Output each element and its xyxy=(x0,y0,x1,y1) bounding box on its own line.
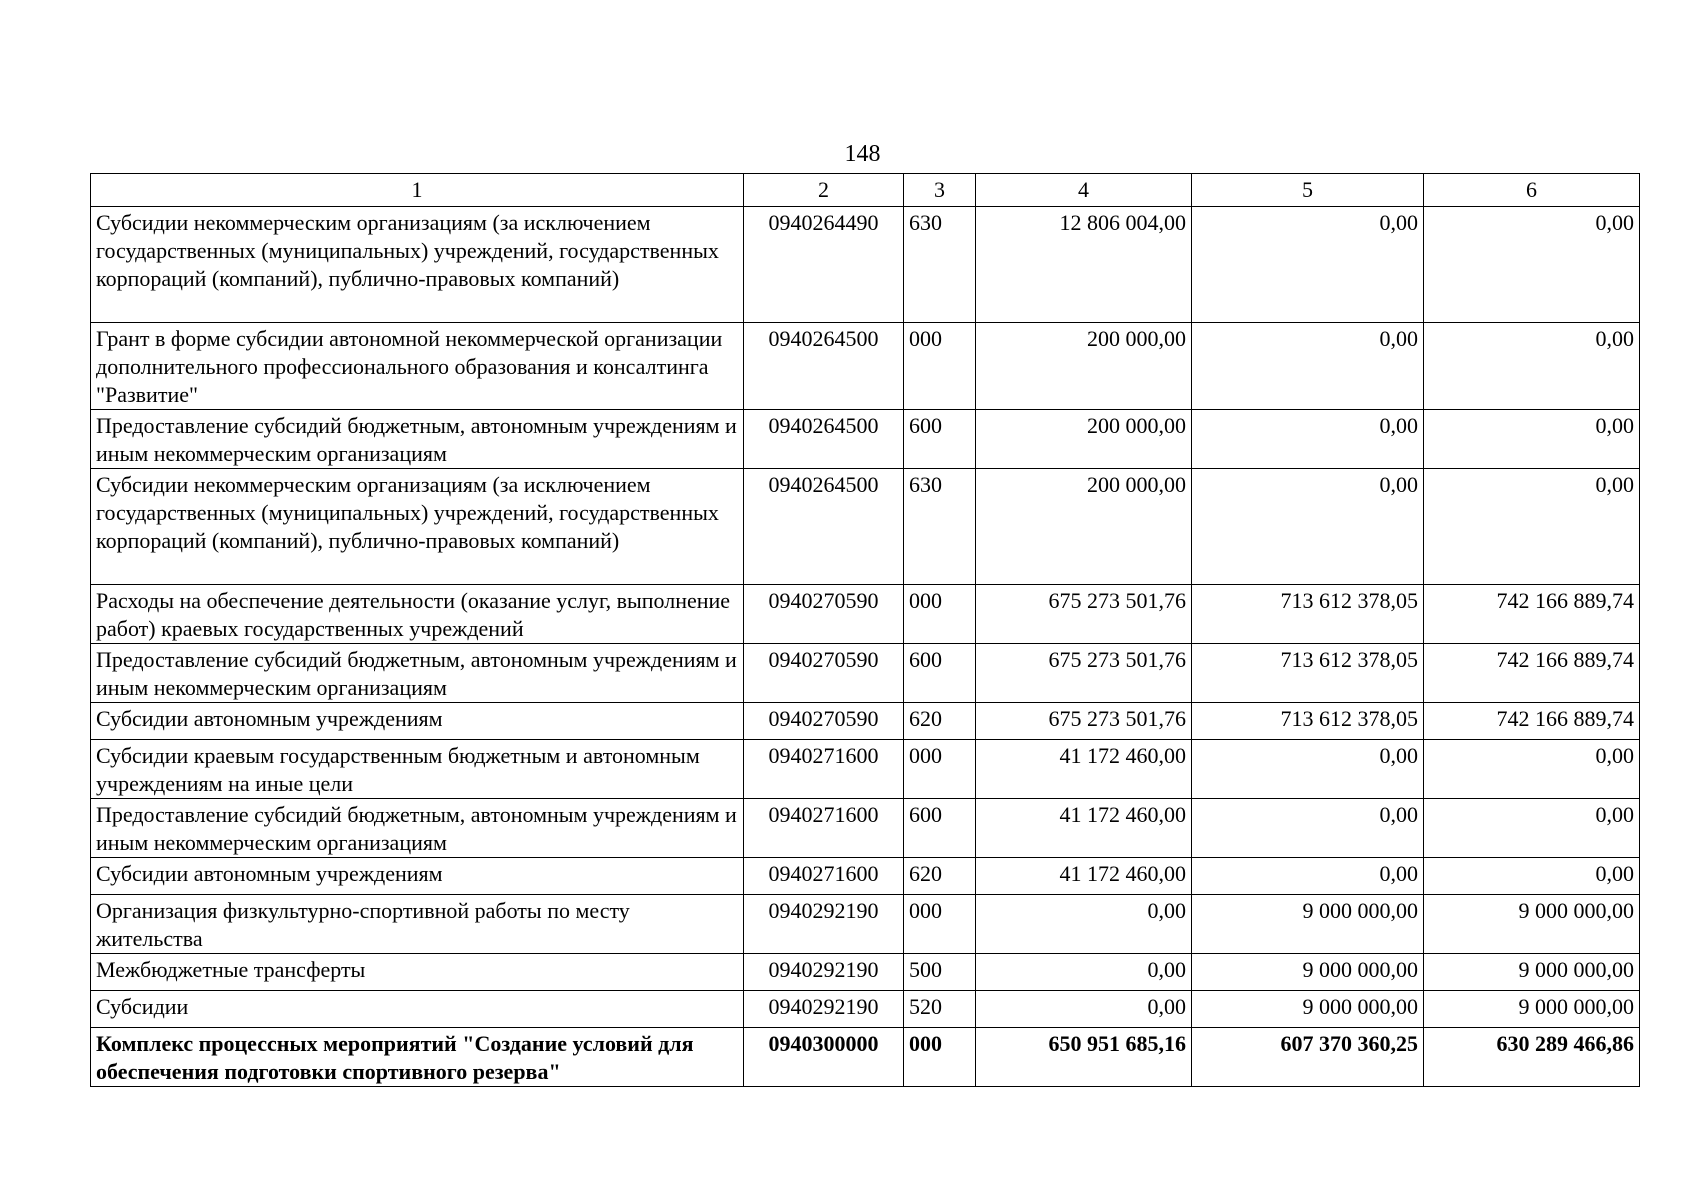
row-code-cell: 0940270590 xyxy=(744,585,904,644)
row-name-cell: Предоставление субсидий бюджетным, автономным учреждениям и иным некоммерческим организациям xyxy=(91,410,744,469)
table-row xyxy=(91,585,1640,644)
row-amount-4-cell: 650 951 685,16 xyxy=(976,1028,1192,1087)
row-amount-6-cell: 0,00 xyxy=(1424,207,1640,323)
table-row xyxy=(91,323,1640,410)
row-code-cell: 0940292190 xyxy=(744,954,904,991)
row-name-cell: Субсидии xyxy=(91,991,744,1028)
row-code-cell: 0940270590 xyxy=(744,703,904,740)
row-code-cell: 0940292190 xyxy=(744,991,904,1028)
table-row xyxy=(91,895,1640,954)
row-amount-6-cell: 742 166 889,74 xyxy=(1424,585,1640,644)
row-expense-type-cell: 000 xyxy=(904,1028,976,1087)
row-amount-6-cell: 0,00 xyxy=(1424,799,1640,858)
row-amount-5-cell: 713 612 378,05 xyxy=(1192,644,1424,703)
row-expense-type-cell: 000 xyxy=(904,323,976,410)
row-amount-4-cell: 675 273 501,76 xyxy=(976,585,1192,644)
table-row xyxy=(91,410,1640,469)
row-amount-4-cell: 675 273 501,76 xyxy=(976,644,1192,703)
table-row xyxy=(91,644,1640,703)
row-amount-5-cell: 0,00 xyxy=(1192,410,1424,469)
row-amount-5-cell: 0,00 xyxy=(1192,740,1424,799)
page-number: 148 xyxy=(844,141,881,167)
row-expense-type-cell: 520 xyxy=(904,991,976,1028)
row-name-cell: Комплекс процессных мероприятий "Создание условий для обеспечения подготовки спортивного резерва" xyxy=(91,1028,744,1087)
row-name-cell: Субсидии некоммерческим организациям (за исключением государственных (муниципальных) учреждений, государственных корпораций (компаний), публично-правовых компаний) xyxy=(91,469,744,585)
row-expense-type-cell: 000 xyxy=(904,585,976,644)
row-name-cell: Предоставление субсидий бюджетным, автономным учреждениям и иным некоммерческим организациям xyxy=(91,644,744,703)
row-amount-6-cell: 0,00 xyxy=(1424,323,1640,410)
row-amount-4-cell: 0,00 xyxy=(976,954,1192,991)
row-name-cell: Субсидии некоммерческим организациям (за исключением государственных (муниципальных) учреждений, государственных корпораций (компаний), публично-правовых компаний) xyxy=(91,207,744,323)
row-code-cell: 0940270590 xyxy=(744,644,904,703)
row-amount-4-cell: 12 806 004,00 xyxy=(976,207,1192,323)
row-amount-6-cell: 9 000 000,00 xyxy=(1424,991,1640,1028)
column-header-expense-type: 3 xyxy=(904,174,976,207)
row-expense-type-cell: 630 xyxy=(904,469,976,585)
row-amount-4-cell: 41 172 460,00 xyxy=(976,799,1192,858)
row-code-cell: 0940292190 xyxy=(744,895,904,954)
row-amount-5-cell: 607 370 360,25 xyxy=(1192,1028,1424,1087)
row-amount-4-cell: 675 273 501,76 xyxy=(976,703,1192,740)
row-expense-type-cell: 500 xyxy=(904,954,976,991)
row-amount-4-cell: 41 172 460,00 xyxy=(976,858,1192,895)
row-amount-5-cell: 9 000 000,00 xyxy=(1192,954,1424,991)
table-header-row xyxy=(91,174,1640,207)
column-header-code: 2 xyxy=(744,174,904,207)
column-header-amount-5: 5 xyxy=(1192,174,1424,207)
row-expense-type-cell: 620 xyxy=(904,858,976,895)
row-amount-6-cell: 742 166 889,74 xyxy=(1424,703,1640,740)
row-code-cell: 0940271600 xyxy=(744,799,904,858)
row-amount-5-cell: 0,00 xyxy=(1192,469,1424,585)
row-amount-6-cell: 9 000 000,00 xyxy=(1424,895,1640,954)
row-name-cell: Расходы на обеспечение деятельности (оказание услуг, выполнение работ) краевых государственных учреждений xyxy=(91,585,744,644)
row-amount-6-cell: 0,00 xyxy=(1424,858,1640,895)
row-amount-4-cell: 0,00 xyxy=(976,991,1192,1028)
row-name-cell: Организация физкультурно-спортивной работы по месту жительства xyxy=(91,895,744,954)
row-code-cell: 0940264490 xyxy=(744,207,904,323)
table-row xyxy=(91,858,1640,895)
row-expense-type-cell: 600 xyxy=(904,644,976,703)
row-name-cell: Предоставление субсидий бюджетным, автономным учреждениям и иным некоммерческим организациям xyxy=(91,799,744,858)
table-row xyxy=(91,991,1640,1028)
row-amount-5-cell: 713 612 378,05 xyxy=(1192,585,1424,644)
row-amount-4-cell: 200 000,00 xyxy=(976,469,1192,585)
row-name-cell: Межбюджетные трансферты xyxy=(91,954,744,991)
row-code-cell: 0940300000 xyxy=(744,1028,904,1087)
row-amount-6-cell: 630 289 466,86 xyxy=(1424,1028,1640,1087)
row-amount-5-cell: 0,00 xyxy=(1192,858,1424,895)
table-row xyxy=(91,954,1640,991)
row-name-cell: Грант в форме субсидии автономной некоммерческой организации дополнительного профессионального образования и консалтинга "Развитие" xyxy=(91,323,744,410)
row-expense-type-cell: 000 xyxy=(904,895,976,954)
table-row xyxy=(91,703,1640,740)
row-amount-6-cell: 0,00 xyxy=(1424,740,1640,799)
row-amount-4-cell: 200 000,00 xyxy=(976,323,1192,410)
row-amount-5-cell: 713 612 378,05 xyxy=(1192,703,1424,740)
row-amount-4-cell: 41 172 460,00 xyxy=(976,740,1192,799)
row-code-cell: 0940264500 xyxy=(744,323,904,410)
column-header-name: 1 xyxy=(91,174,744,207)
column-header-amount-4: 4 xyxy=(976,174,1192,207)
table-row xyxy=(91,1028,1640,1087)
row-code-cell: 0940264500 xyxy=(744,469,904,585)
row-amount-5-cell: 9 000 000,00 xyxy=(1192,991,1424,1028)
row-expense-type-cell: 600 xyxy=(904,410,976,469)
table-row xyxy=(91,799,1640,858)
row-amount-6-cell: 0,00 xyxy=(1424,410,1640,469)
row-expense-type-cell: 620 xyxy=(904,703,976,740)
budget-table xyxy=(90,173,1640,1087)
row-name-cell: Субсидии краевым государственным бюджетным и автономным учреждениям на иные цели xyxy=(91,740,744,799)
row-expense-type-cell: 000 xyxy=(904,740,976,799)
row-amount-6-cell: 9 000 000,00 xyxy=(1424,954,1640,991)
row-amount-5-cell: 0,00 xyxy=(1192,799,1424,858)
row-amount-5-cell: 0,00 xyxy=(1192,207,1424,323)
column-header-amount-6: 6 xyxy=(1424,174,1640,207)
row-amount-6-cell: 742 166 889,74 xyxy=(1424,644,1640,703)
row-code-cell: 0940271600 xyxy=(744,740,904,799)
row-name-cell: Субсидии автономным учреждениям xyxy=(91,858,744,895)
row-amount-4-cell: 0,00 xyxy=(976,895,1192,954)
table-row xyxy=(91,469,1640,585)
row-amount-5-cell: 0,00 xyxy=(1192,323,1424,410)
row-code-cell: 0940271600 xyxy=(744,858,904,895)
row-expense-type-cell: 630 xyxy=(904,207,976,323)
table-row xyxy=(91,207,1640,323)
row-name-cell: Субсидии автономным учреждениям xyxy=(91,703,744,740)
row-amount-4-cell: 200 000,00 xyxy=(976,410,1192,469)
row-expense-type-cell: 600 xyxy=(904,799,976,858)
row-amount-5-cell: 9 000 000,00 xyxy=(1192,895,1424,954)
row-amount-6-cell: 0,00 xyxy=(1424,469,1640,585)
table-row xyxy=(91,740,1640,799)
row-code-cell: 0940264500 xyxy=(744,410,904,469)
